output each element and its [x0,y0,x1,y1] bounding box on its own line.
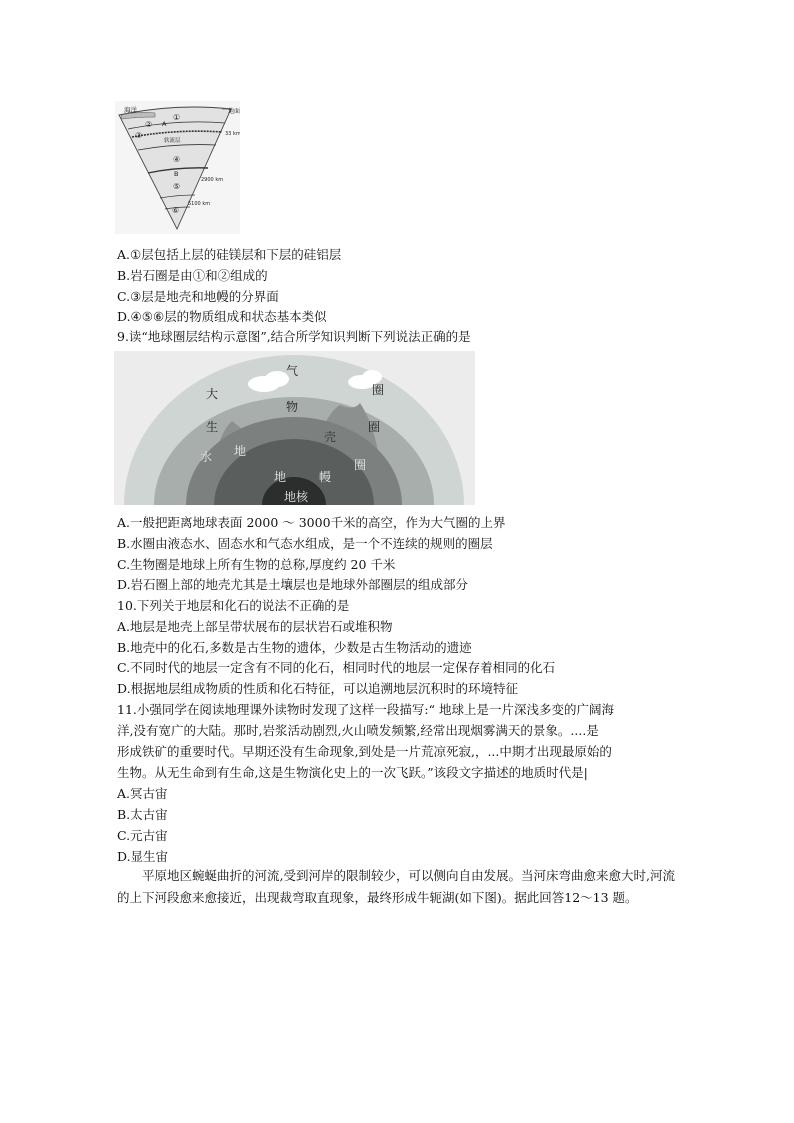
ocean-label: 海洋 [124,106,137,114]
earth-layers-cone-figure [115,101,240,234]
q11-stem-line-4: 生物。从无生命到有生命,这是生物演化史上的一次飞跃。”该段文字描述的地质时代是| [117,765,588,780]
layer-4-label: ④ [173,155,181,164]
boundary-a-label: A [162,120,167,128]
q10-stem: 10.下列关于地层和化石的说法不正确的是 [117,598,350,613]
atmosphere-char-quan: 圈 [372,383,385,397]
mantle-char-quan: 圈 [354,458,367,472]
q9-stem: 9.读“地球圈层结构示意图”,结合所学知识判断下列说法正确的是 [117,329,471,344]
depth-33km-label: 33 km [225,131,240,137]
q9-option-d: D.岩石圈上部的地壳尤其是土壤层也是地球外部圈层的组成部分 [117,577,469,592]
biosphere-char-sheng: 生 [206,420,219,434]
q10-option-d: D.根据地层组成物质的性质和化石特征，可以追溯地层沉积时的环境特征 [117,681,519,696]
crust-char-di: 地 [234,444,247,458]
q9-option-a: A.一般把距离地球表面 2000 ～ 3000千米的高空，作为大气圈的上界 [117,515,506,530]
q11-stem-line-2: 洋,没有宽广的大陆。那时,岩浆活动剧烈,火山喷发频繁,经常出现烟雾满天的景象。....是 [117,723,599,738]
q11-stem-line-3: 形成铁矿的重要时代。早期还没有生命现象,到处是一片荒凉死寂,，...中期才出现最原始的 [117,744,612,759]
atmosphere-char-da: 大 [206,387,219,401]
q8-option-a: A.①层包括上层的硅镁层和下层的硅铝层 [117,247,342,262]
q11-option-b: B.太古宙 [117,807,168,822]
q11-option-c: C.元古宙 [117,828,168,843]
depth-5100km-label: 5100 km [188,201,211,207]
biosphere-char-quan: 圈 [368,420,381,434]
layer-2-label: ② [145,120,153,129]
mantle-char-di: 地 [274,470,287,484]
layer-1-label: ① [173,113,181,122]
passage-q12-13: 平原地区蜿蜒曲折的河流,受到河岸的限制较少，可以侧向自由发展。当河床弯曲愈来愈大时,河流的上下河段愈来愈接近，出现裁弯取直现象，最终形成牛轭湖(如下图)。据此回答12～13 题。 [117,868,675,905]
q9-option-c: C.生物圈是地球上所有生物的总称,厚度约 20 千米 [117,557,396,572]
q8-option-c: C.③层是地壳和地幔的分界面 [117,289,279,304]
layer-6-label: ⑥ [172,206,180,215]
q10-option-c: C.不同时代的地层一定含有不同的化石，相同时代的地层一定保存着相同的化石 [117,660,556,675]
q11-option-d: D.显生宙 [117,849,169,864]
earth-spheres-svg [114,351,475,505]
q9-option-b: B.水圈由液态水、固态水和气态水组成，是一个不连续的规则的圈层 [117,536,493,551]
asthenosphere-label: 软流层 [164,138,181,144]
ground-label: 地面 [228,108,240,115]
core-label: 地核 [284,490,309,504]
boundary-b-label: B [174,170,179,178]
earth-spheres-figure [114,351,475,505]
atmosphere-char-qi: 气 [286,364,299,378]
earth-layers-cone-svg [115,101,240,234]
q10-option-a: A.地层是地壳上部呈带状展布的层状岩石或堆积物 [117,619,393,634]
q10-option-b: B.地壳中的化石,多数是古生物的遗体，少数是古生物活动的遗迹 [117,640,472,655]
layer-3-label: ③ [135,131,143,140]
q11-stem-line-1: 11.小强同学在阅读地理课外读物时发现了这样一段描写:“ 地球上是一片深浅多变的广阔海 [117,702,614,717]
q8-option-d: D.④⑤⑥层的物质组成和状态基本类似 [117,309,327,324]
hydrosphere-char-shui: 水 [200,450,213,464]
crust-char-ke: 壳 [324,430,337,444]
mantle-char-man: 幔 [319,470,332,484]
q8-option-b: B.岩石圈是由①和②组成的 [117,268,268,283]
depth-2900km-label: 2900 km [201,177,224,183]
layer-5-label: ⑤ [173,182,181,191]
biosphere-char-wu: 物 [286,400,299,414]
q11-option-a: A.冥古宙 [117,786,168,801]
